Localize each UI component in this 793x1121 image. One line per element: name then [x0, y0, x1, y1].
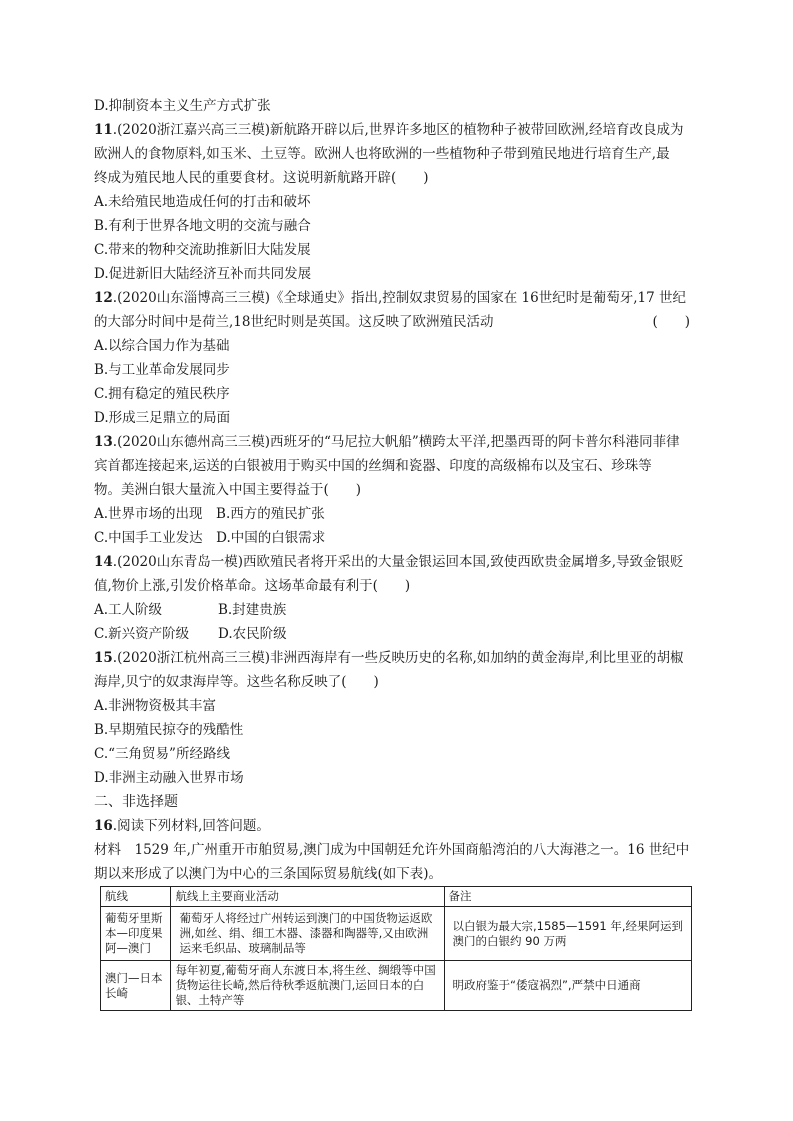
q16-stem-text: .阅读下列材料,回答问题。 — [112, 818, 270, 834]
q14-option-b[interactable]: B.封建贵族 — [218, 602, 287, 618]
q12-option-d[interactable]: D.形成三足鼎立的局面 — [94, 410, 231, 426]
q12-answer-blank: ( ) — [652, 314, 690, 330]
q12-option-c[interactable]: C.拥有稳定的殖民秩序 — [94, 386, 230, 402]
q15-option-c[interactable]: C.“三角贸易”所经路线 — [94, 746, 230, 762]
q13-options-row-1 — [94, 502, 704, 526]
q11-number: 11 — [94, 122, 113, 138]
material-line-2: 期以来形成了以澳门为中心的三条国际贸易航线(如下表)。 — [94, 866, 443, 882]
q13-option-c[interactable]: C.中国手工业发达 — [94, 530, 203, 546]
material-line-1: 材料 1529 年,广州重开市舶贸易,澳门成为中国朝廷允许外国商船湾泊的八大海港之一。16 世纪中 — [94, 842, 690, 858]
q12-stem-text-1: .(2020山东淄博高三三模)《全球通史》指出,控制奴隶贸易的国家在 16世纪时是葡萄牙,17 世纪 — [112, 290, 686, 306]
q11-option-d[interactable]: D.促进新旧大陆经济互补而共同发展 — [94, 266, 312, 282]
table-cell-note: 明政府鉴于“倭寇祸烈”,严禁中日通商 — [444, 961, 692, 1011]
q12-stem-line-2 — [94, 310, 704, 334]
q14-option-d[interactable]: D.农民阶级 — [218, 626, 287, 642]
q12-stem-line-1 — [94, 286, 704, 310]
q13-option-a[interactable]: A.世界市场的出现 — [94, 506, 203, 522]
q10-option-d: D.抑制资本主义生产方式扩张 — [94, 98, 271, 114]
q12-option-b[interactable]: B.与工业革命发展同步 — [94, 362, 230, 378]
table-header-note: 备注 — [444, 887, 692, 907]
q14-stem-text-1: .(2020山东青岛一模)西欧殖民者将开采出的大量金银运回本国,致使西欧贵金属增多,导致金银贬 — [112, 554, 684, 570]
q14-option-a[interactable]: A.工人阶级 — [94, 602, 163, 618]
q12-number: 12 — [94, 290, 113, 306]
q12-option-a[interactable]: A.以综合国力作为基础 — [94, 338, 230, 354]
q16-stem — [94, 814, 704, 838]
q14-stem-line-2: 值,物价上涨,引发价格革命。这场革命最有利于( ) — [94, 578, 411, 594]
q13-stem-text-1: .(2020山东德州高三三模)西班牙的“马尼拉大帆船”横跨太平洋,把墨西哥的阿卡普尔科港同菲律 — [112, 434, 680, 450]
table-cell-activity: 每年初夏,葡萄牙商人东渡日本,将生丝、绸缎等中国货物运往长崎,然后待秋季返航澳门,运回日本的白银、土特产等 — [171, 961, 444, 1011]
q13-option-d[interactable]: D.中国的白银需求 — [216, 530, 326, 546]
q13-stem-line-2: 宾首都连接起来,运送的白银被用于购买中国的丝绸和瓷器、印度的高级棉布以及宝石、珍珠等 — [94, 458, 652, 474]
q11-option-a[interactable]: A.未给殖民地造成任何的打击和破坏 — [94, 194, 311, 210]
q14-number: 14 — [94, 554, 113, 570]
q13-stem-line-3: 物。美洲白银大量流入中国主要得益于( ) — [94, 482, 362, 498]
q15-stem-text-1: .(2020浙江杭州高三三模)非洲西海岸有一些反映历史的名称,如加纳的黄金海岸,利比里亚的胡椒 — [112, 650, 684, 666]
table-cell-route: 澳门—日本长崎 — [101, 961, 171, 1011]
q14-stem-line-1 — [94, 550, 704, 574]
table-cell-route: 葡萄牙里斯本—印度果阿—澳门 — [101, 907, 171, 961]
q14-options-row-2 — [94, 622, 704, 646]
exam-page — [94, 94, 704, 886]
q13-stem-line-1 — [94, 430, 704, 454]
trade-routes-table — [100, 886, 692, 1011]
section-heading-non-choice: 二、非选择题 — [94, 794, 178, 810]
table-header-route: 航线 — [101, 887, 171, 907]
q12-stem-text-2: 的大部分时间中是荷兰,18世纪时则是英国。这反映了欧洲殖民活动 — [94, 314, 494, 330]
q11-option-c[interactable]: C.带来的物种交流助推新旧大陆发展 — [94, 242, 311, 258]
q15-option-a[interactable]: A.非洲物资极其丰富 — [94, 698, 217, 714]
q11-stem-line-1 — [94, 118, 704, 142]
q15-stem-line-2: 海岸,贝宁的奴隶海岸等。这些名称反映了( ) — [94, 674, 379, 690]
q14-option-c[interactable]: C.新兴资产阶级 — [94, 626, 190, 642]
q16-number: 16 — [94, 818, 113, 834]
q11-stem-line-2: 欧洲人的食物原料,如玉米、土豆等。欧洲人也将欧洲的一些植物种子带到殖民地进行培育生产,最 — [94, 146, 670, 162]
q13-number: 13 — [94, 434, 113, 450]
table-cell-note: 以白银为最大宗,1585—1591 年,经果阿运到澳门的白银约 90 万两 — [444, 907, 692, 961]
q15-stem-line-1 — [94, 646, 704, 670]
q15-number: 15 — [94, 650, 113, 666]
q11-stem-line-3: 终成为殖民地人民的重要食材。这说明新航路开辟( ) — [94, 170, 429, 186]
table-header-activity: 航线上主要商业活动 — [171, 887, 444, 907]
table-row — [101, 907, 692, 961]
q15-option-b[interactable]: B.早期殖民掠夺的残酷性 — [94, 722, 244, 738]
q11-option-b[interactable]: B.有利于世界各地文明的交流与融合 — [94, 218, 311, 234]
q15-option-d[interactable]: D.非洲主动融入世界市场 — [94, 770, 244, 786]
table-cell-activity: 葡萄牙人将经过广州转运到澳门的中国货物运返欧洲,如丝、绢、细工木器、漆器和陶器等,又由欧洲运来毛织品、玻璃制品等 — [171, 907, 444, 961]
table-row — [101, 961, 692, 1011]
q11-stem-text-1: .(2020浙江嘉兴高三三模)新航路开辟以后,世界许多地区的植物种子被带回欧洲,经培育改良成为 — [112, 122, 684, 138]
q13-option-b[interactable]: B.西方的殖民扩张 — [216, 506, 325, 522]
table-header-row — [101, 887, 692, 907]
q14-options-row-1 — [94, 598, 704, 622]
q13-options-row-2 — [94, 526, 704, 550]
